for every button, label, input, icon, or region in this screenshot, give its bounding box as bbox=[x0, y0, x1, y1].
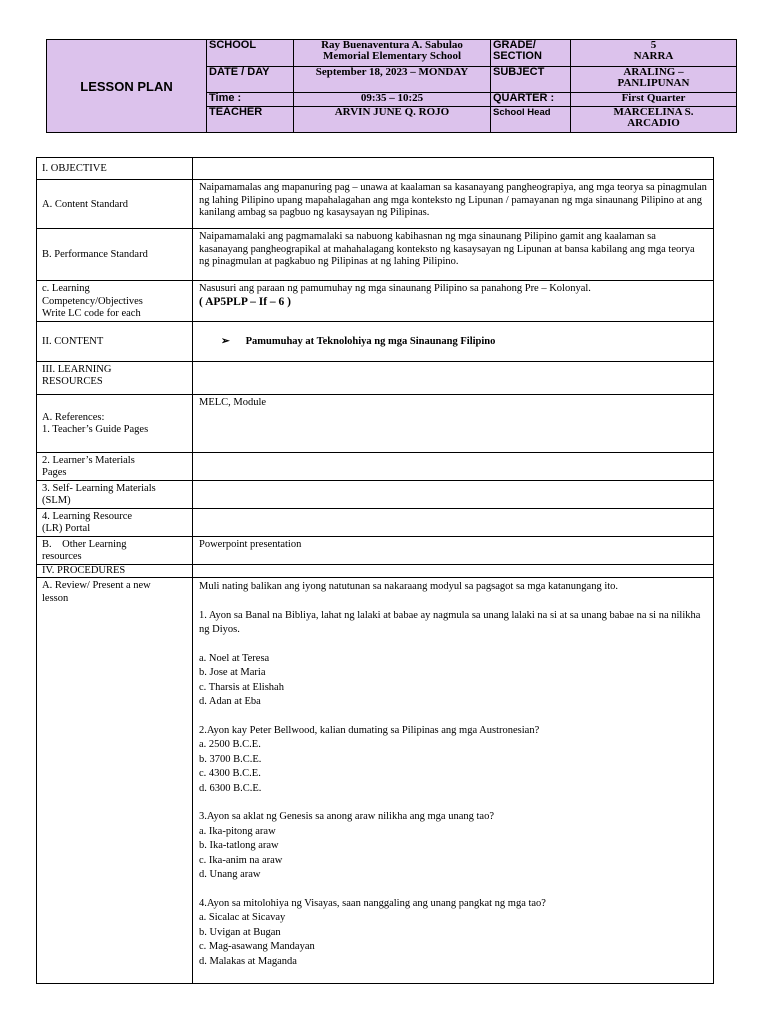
option: b. Uvigan at Bugan bbox=[199, 926, 281, 938]
table-row bbox=[37, 394, 714, 452]
option: a. Noel at Teresa bbox=[199, 652, 270, 664]
grade-value-line-1: 5 bbox=[650, 39, 657, 51]
table-row bbox=[37, 564, 714, 578]
time-value: 09:35 – 10:25 bbox=[294, 93, 491, 107]
option: a. 2500 B.C.E. bbox=[199, 739, 261, 750]
competency-label-line-3: Write LC code for each bbox=[42, 308, 141, 319]
table-row bbox=[37, 321, 714, 361]
subject-label: SUBJECT bbox=[491, 67, 571, 93]
review-label bbox=[37, 578, 193, 984]
question-text: 3.Ayon sa aklat ng Genesis sa anong araw nilikha ang mga unang tao? bbox=[199, 811, 494, 822]
competency-label bbox=[37, 281, 193, 322]
option: c. Tharsis at Elishah bbox=[199, 681, 284, 693]
references-label-line-1: A. References: bbox=[42, 411, 105, 423]
school-label: SCHOOL bbox=[207, 40, 294, 67]
school-head-value-line-2: ARCADIO bbox=[627, 117, 680, 129]
option: b. Jose at Maria bbox=[199, 667, 266, 678]
option: a. Ika-pitong araw bbox=[199, 825, 276, 837]
content-value bbox=[193, 321, 714, 361]
other-resources-value: Powerpoint presentation bbox=[193, 536, 714, 564]
option: d. Adan at Eba bbox=[199, 696, 261, 707]
school-value bbox=[294, 40, 491, 67]
question-1 bbox=[199, 609, 707, 710]
review-content bbox=[193, 578, 714, 984]
option: b. 3700 B.C.E. bbox=[199, 753, 262, 765]
lesson-table bbox=[36, 157, 714, 984]
competency-text: Nasusuri ang paraan ng pamumuhay ng mga sinaunang Pilipino sa panahong Pre – Kolonyal. bbox=[199, 283, 591, 294]
lr-portal-label-line-2: (LR) Portal bbox=[42, 523, 91, 534]
learning-resources-line-2: RESOURCES bbox=[42, 376, 103, 387]
performance-standard-value: Naipamamalaki ang pagmamalaki sa nabuong kabihasnan ng mga sinaunang Pilipino gamit ang kaalaman sa kasanayang pangheograpikal at mahahalagang konteksto ng kasaysayan ng Lipunan at bansa kabilang ang mga teorya ng pinagmulan at pagkabuo ng Pilipinas at ng lahing Pilipino. bbox=[193, 229, 714, 281]
grade-section-value bbox=[571, 40, 737, 67]
slm-value bbox=[193, 480, 714, 508]
objective-value bbox=[193, 158, 714, 180]
other-resources-label bbox=[37, 536, 193, 564]
time-label: Time : bbox=[207, 93, 294, 107]
content-label: II. CONTENT bbox=[37, 321, 193, 361]
school-value-line-2: Memorial Elementary School bbox=[322, 50, 462, 62]
procedures-value bbox=[193, 564, 714, 578]
references-label bbox=[37, 394, 193, 452]
table-row bbox=[37, 536, 714, 564]
learners-materials-line-1: 2. Learner’s Materials bbox=[42, 454, 135, 466]
teacher-value: ARVIN JUNE Q. ROJO bbox=[294, 107, 491, 133]
table-row bbox=[37, 158, 714, 180]
table-row bbox=[37, 361, 714, 394]
review-intro: Muli nating balikan ang iyong natutunan sa nakaraang modyul sa pagsagot sa mga katanungang ito. bbox=[199, 581, 619, 592]
grade-value-line-2: NARRA bbox=[633, 50, 674, 62]
competency-label-line-1: c. Learning bbox=[42, 283, 90, 294]
lesson-plan-title: LESSON PLAN bbox=[47, 40, 207, 133]
table-row bbox=[37, 281, 714, 322]
lr-portal-label bbox=[37, 508, 193, 536]
objective-label: I. OBJECTIVE bbox=[37, 158, 193, 180]
question-text: 1. Ayon sa Banal na Bibliya, lahat ng lalaki at babae ay nagmula sa unang lalaki na si at sa unang babae na si na nilikha ng Diyos. bbox=[199, 609, 701, 635]
question-3 bbox=[199, 810, 707, 883]
slm-label-line-1: 3. Self- Learning Materials bbox=[42, 482, 156, 494]
learners-materials-line-2: Pages bbox=[42, 467, 67, 478]
content-standard-label: A. Content Standard bbox=[37, 180, 193, 229]
competency-label-line-2: Competency/Objectives bbox=[42, 295, 143, 307]
table-row bbox=[37, 180, 714, 229]
lr-portal-value bbox=[193, 508, 714, 536]
competency-code: ( AP5PLP – If – 6 ) bbox=[199, 295, 291, 308]
learning-resources-value bbox=[193, 361, 714, 394]
competency-value bbox=[193, 281, 714, 322]
option: c. Mag-asawang Mandayan bbox=[199, 941, 315, 952]
learning-resources-line-1: III. LEARNING bbox=[42, 363, 112, 375]
slm-label bbox=[37, 480, 193, 508]
grade-label-line-1: GRADE/ bbox=[493, 39, 536, 51]
option: c. Ika-anim na araw bbox=[199, 854, 283, 866]
quarter-label: QUARTER : bbox=[491, 93, 571, 107]
question-4 bbox=[199, 897, 707, 970]
option: d. Unang araw bbox=[199, 869, 261, 880]
table-row bbox=[37, 578, 714, 984]
subject-value-line-1: ARALING – bbox=[623, 66, 684, 78]
teacher-label: TEACHER bbox=[207, 107, 294, 133]
learners-materials-label bbox=[37, 452, 193, 480]
quarter-value: First Quarter bbox=[571, 93, 737, 107]
school-head-value bbox=[571, 107, 737, 133]
option: d. 6300 B.C.E. bbox=[199, 782, 262, 794]
option: c. 4300 B.C.E. bbox=[199, 768, 261, 779]
option: d. Malakas at Maganda bbox=[199, 955, 297, 967]
other-resources-line-1: B. Other Learning bbox=[42, 538, 127, 550]
references-label-line-2: 1. Teacher’s Guide Pages bbox=[42, 424, 149, 435]
learning-resources-label bbox=[37, 361, 193, 394]
school-head-label: School Head bbox=[491, 107, 571, 133]
school-value-line-1: Ray Buenaventura A. Sabulao bbox=[321, 39, 463, 51]
subject-value-line-2: PANLIPUNAN bbox=[617, 77, 690, 89]
question-2 bbox=[199, 724, 707, 797]
procedures-label: IV. PROCEDURES bbox=[37, 564, 193, 578]
table-row bbox=[37, 508, 714, 536]
lr-portal-label-line-1: 4. Learning Resource bbox=[42, 510, 133, 522]
grade-section-label bbox=[491, 40, 571, 67]
question-text: 2.Ayon kay Peter Bellwood, kalian dumating sa Pilipinas ang mga Austronesian? bbox=[199, 724, 540, 736]
other-resources-line-2: resources bbox=[42, 551, 82, 562]
school-head-value-line-1: MARCELINA S. bbox=[613, 106, 694, 118]
learners-materials-value bbox=[193, 452, 714, 480]
table-row bbox=[37, 452, 714, 480]
content-topic: Pamumuhay at Teknolohiya ng mga Sinaunang Filipino bbox=[245, 335, 496, 347]
content-standard-value: Naipamamalas ang mapanuring pag – unawa at kaalaman sa kasanayang pangheograpiya, ang mga teorya sa pinagmulan ng lahing Pilipino upang mapahalagahan ang mga konteksto ng Lipunan / pamayanan ng mga sinaunang Pilipino at ang kanilang ambag sa pagbuo ng kasaysayan ng Pilipinas. bbox=[193, 180, 714, 229]
slm-label-line-2: (SLM) bbox=[42, 495, 71, 506]
subject-value bbox=[571, 67, 737, 93]
grade-label-line-2: SECTION bbox=[493, 50, 542, 62]
references-value: MELC, Module bbox=[193, 394, 714, 452]
performance-standard-label: B. Performance Standard bbox=[37, 229, 193, 281]
header-table bbox=[46, 39, 737, 133]
arrow-bullet-icon: ➢ bbox=[221, 335, 230, 347]
table-row bbox=[37, 229, 714, 281]
option: b. Ika-tatlong araw bbox=[199, 840, 279, 851]
review-label-line-2: lesson bbox=[42, 592, 69, 604]
option: a. Sicalac at Sicavay bbox=[199, 912, 286, 923]
date-value: September 18, 2023 – MONDAY bbox=[294, 67, 491, 93]
review-label-line-1: A. Review/ Present a new bbox=[42, 580, 151, 591]
question-text: 4.Ayon sa mitolohiya ng Visayas, saan nanggaling ang unang pangkat ng mga tao? bbox=[199, 897, 546, 909]
table-row bbox=[37, 480, 714, 508]
date-label: DATE / DAY bbox=[207, 67, 294, 93]
